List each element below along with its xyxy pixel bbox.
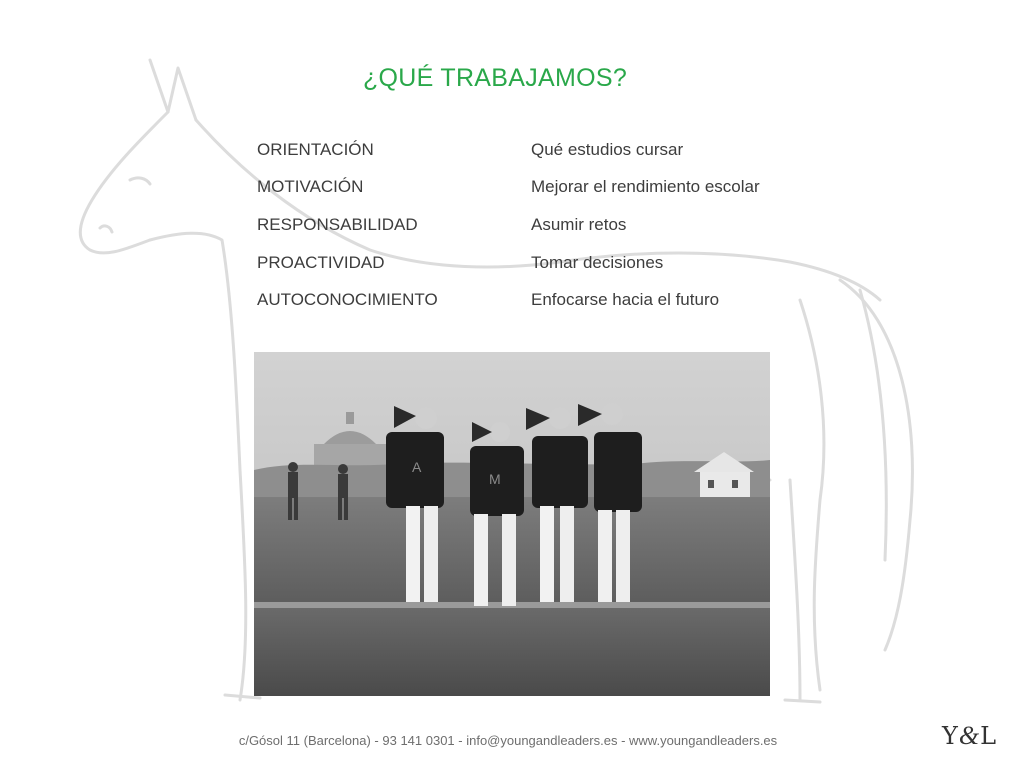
list-item-description: Qué estudios cursar <box>531 140 684 159</box>
list-item <box>0 140 1024 164</box>
brand-logo <box>942 721 996 751</box>
list-item-term: RESPONSABILIDAD <box>257 215 418 234</box>
list-item-term: AUTOCONOCIMIENTO <box>257 290 438 309</box>
list-item <box>0 215 1024 239</box>
logo-letter-y: Y <box>942 722 958 750</box>
photo-image <box>254 352 770 696</box>
list-item-description: Mejorar el rendimiento escolar <box>531 177 760 196</box>
list-item-description: Asumir retos <box>531 215 627 234</box>
cheerleaders-photo <box>254 352 770 696</box>
list-item-term: PROACTIVIDAD <box>257 253 385 272</box>
list-item <box>0 177 1024 201</box>
list-item-description: Tomar decisiones <box>531 253 664 272</box>
list-item <box>0 290 1024 314</box>
list-item-term: MOTIVACIÓN <box>257 177 364 196</box>
footer-contact: c/Gósol 11 (Barcelona) - 93 141 0301 - info@youngandleaders.es - www.youngandleaders.es <box>238 733 778 748</box>
svg-text:M: M <box>489 471 501 487</box>
list-item-description: Enfocarse hacia el futuro <box>531 290 720 309</box>
svg-text:A: A <box>412 459 422 475</box>
list-item <box>0 253 1024 277</box>
logo-ampersand: & <box>958 721 980 750</box>
logo-letter-l: L <box>980 722 997 750</box>
list-item-term: ORIENTACIÓN <box>257 140 374 159</box>
slide-title: ¿QUÉ TRABAJAMOS? <box>362 64 628 92</box>
